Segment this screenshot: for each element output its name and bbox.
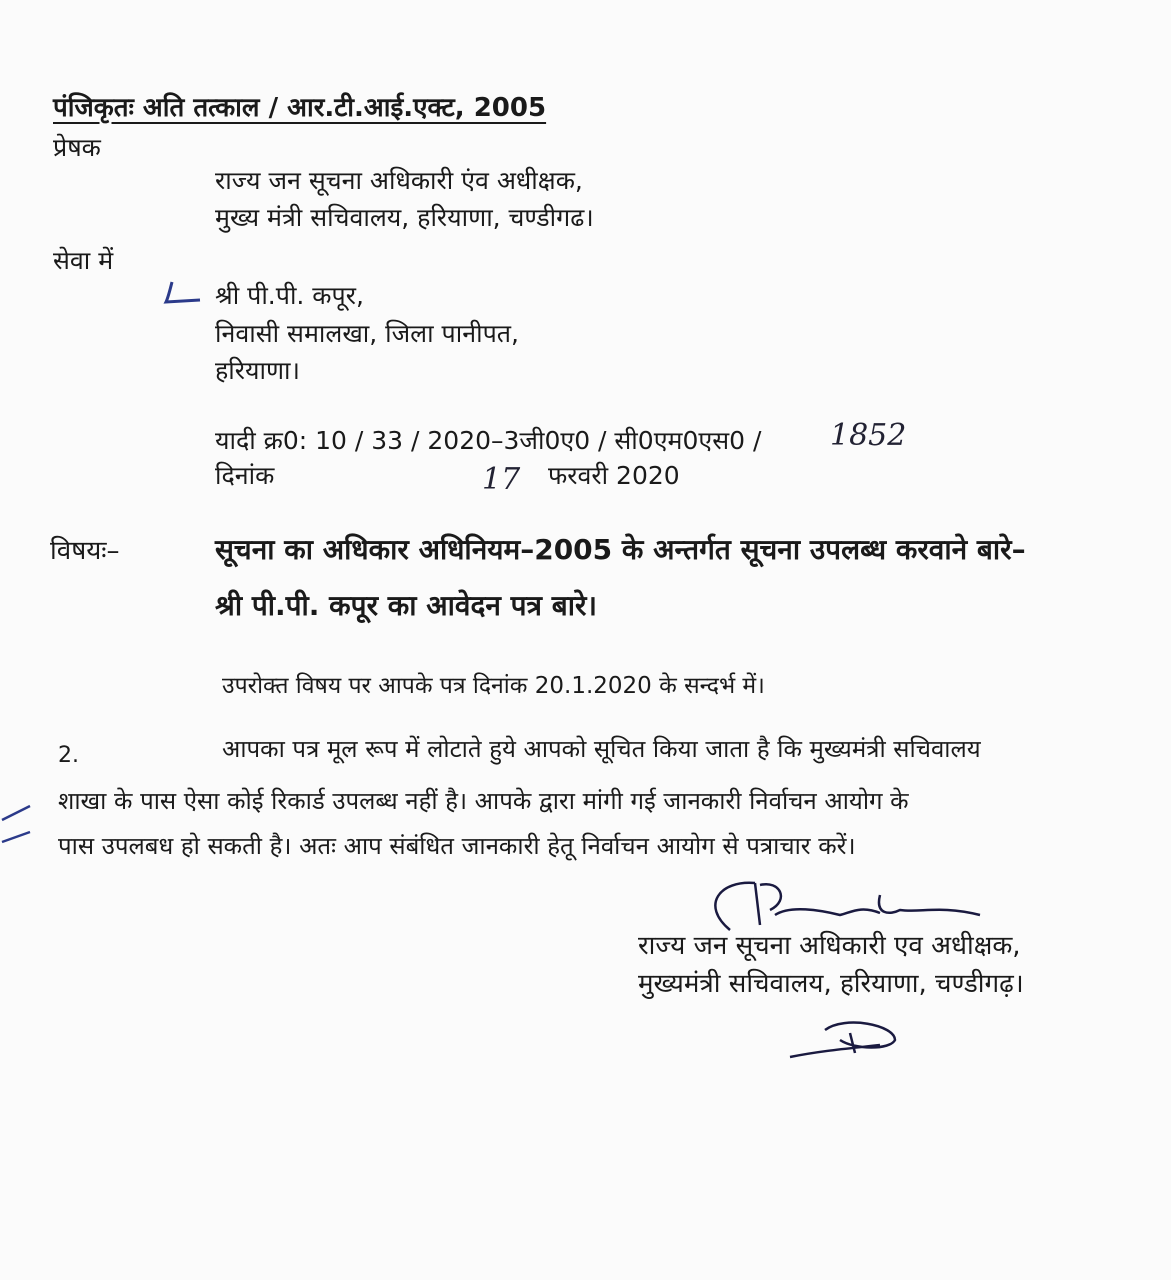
recipient-address-2: हरियाणा। <box>215 356 300 385</box>
sender-label: प्रेषक <box>53 133 101 162</box>
subject-line-1: सूचना का अधिकार अधिनियम–2005 के अन्तर्गत सूचना उपलब्ध करवाने बारे– <box>215 533 1026 566</box>
body-paragraph-2-line-1: आपका पत्र मूल रूप में लोटाते हुये आपको सूचित किया जाता है कि मुख्यमंत्री सचिवालय <box>222 735 981 763</box>
memo-reference: यादी क्र0: 10 / 33 / 2020–3जी0ए0 / सी0एम0एस0 / <box>215 426 762 455</box>
handwritten-tick-icon <box>160 278 210 308</box>
subject-label: विषयः– <box>50 536 120 566</box>
margin-pen-mark-icon <box>0 800 40 850</box>
sender-line-1: राज्य जन सूचना अधिकारी एंव अधीक्षक, <box>215 166 583 195</box>
recipient-label: सेवा में <box>53 246 114 275</box>
date-label: दिनांक <box>215 461 275 490</box>
body-paragraph-1: उपरोक्त विषय पर आपके पत्र दिनांक 20.1.2020 के सन्दर्भ में। <box>222 673 765 699</box>
signatory-designation: राज्य जन सूचना अधिकारी एव अधीक्षक, <box>638 931 1021 961</box>
body-paragraph-2-line-3: पास उपलबध हो सकती है। अतः आप संबंधित जानकारी हेतू निर्वाचन आयोग से पत्राचार करें। <box>58 832 856 860</box>
subject-line-2: श्री पी.पी. कपूर का आवेदन पत्र बारे। <box>215 589 598 622</box>
date-month-year: फरवरी 2020 <box>548 461 680 490</box>
signatory-office: मुख्यमंत्री सचिवालय, हरियाणा, चण्डीगढ़। <box>638 969 1024 999</box>
registration-header: पंजिकृतः अति तत्काल / आर.टी.आई.एक्ट, 2005 <box>53 93 547 123</box>
sender-line-2: मुख्य मंत्री सचिवालय, हरियाणा, चण्डीगढ। <box>215 203 594 232</box>
initials-icon <box>785 1015 905 1065</box>
memo-number-handwritten: 1852 <box>830 418 907 453</box>
recipient-address-1: निवासी समालखा, जिला पानीपत, <box>215 319 519 348</box>
date-day-handwritten: 17 <box>482 462 521 497</box>
recipient-name: श्री पी.पी. कपूर, <box>215 281 364 310</box>
paragraph-number: 2. <box>58 743 79 768</box>
body-paragraph-2-line-2: शाखा के पास ऐसा कोई रिकार्ड उपलब्ध नहीं है। आपके द्वारा मांगी गई जानकारी निर्वाचन आयोग के <box>58 787 909 815</box>
